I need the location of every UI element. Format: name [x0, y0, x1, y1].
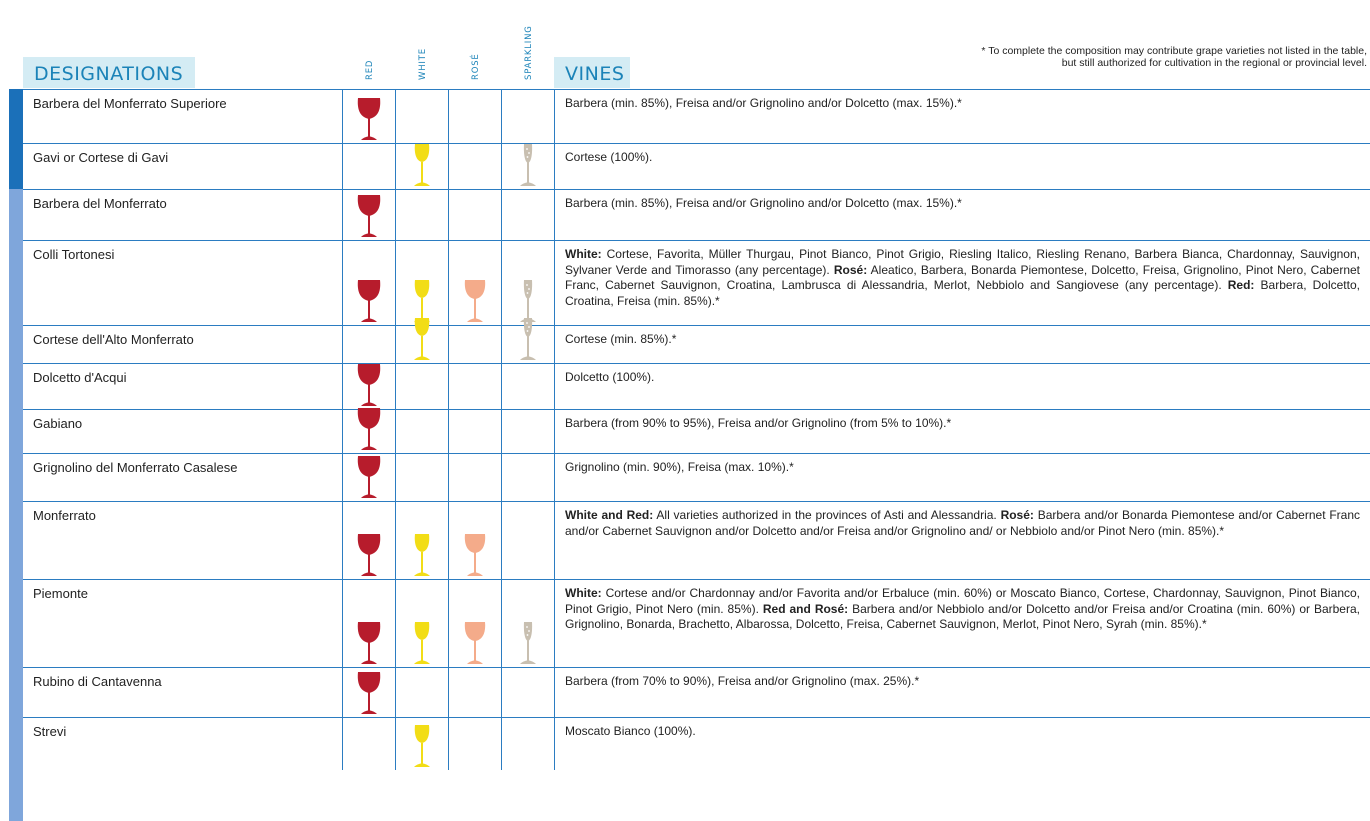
vines-description [554, 89, 1370, 143]
col-header-red: RED [365, 59, 375, 80]
vines-text: Barbera, Dolcetto, Croatina, Freisa (min. 85%).* [565, 278, 1360, 308]
white-cell [395, 501, 448, 579]
white-wine-glass-icon [409, 317, 435, 361]
table-row [23, 189, 1370, 240]
footnote-line-2: but still authorized for cultivation in the regional or provincial level. [1061, 57, 1367, 69]
vines-label: White and Red: [565, 508, 654, 522]
red-wine-glass-icon [356, 407, 382, 451]
designation-name: Grignolino del Monferrato Casalese [23, 453, 342, 501]
table-row [23, 579, 1370, 667]
red-cell [342, 579, 395, 667]
vines-description [554, 363, 1370, 409]
table-row [23, 667, 1370, 717]
sparkling-cell [501, 89, 554, 143]
sparkling-cell [501, 501, 554, 579]
designation-name: Cortese dell'Alto Monferrato [23, 325, 342, 363]
designation-name: Gavi or Cortese di Gavi [23, 143, 342, 189]
sparkling-cell [501, 717, 554, 770]
vines-description [554, 325, 1370, 363]
sparkling-cell [501, 579, 554, 667]
red-cell [342, 143, 395, 189]
vines-text: Barbera (min. 85%), Freisa and/or Grignolino and/or Dolcetto (max. 15%).* [565, 96, 962, 110]
designation-name: Colli Tortonesi [23, 240, 342, 325]
vines-text: Barbera and/or Bonarda Piemontese and/or Cabernet Franc and/or Cabernet Sauvignon and/or Dolcetto and/or Freisa and/or Grignolino and/ or Nebbiolo and/or Pinot Nero (min. 85%).* [565, 508, 1361, 538]
red-cell [342, 89, 395, 143]
designation-name: Piemonte [23, 579, 342, 667]
sparkling-wine-glass-icon [515, 143, 541, 187]
red-cell [342, 667, 395, 717]
vines-text: Barbera (from 70% to 90%), Freisa and/or Grignolino (max. 25%).* [565, 674, 920, 688]
vines-description [554, 717, 1370, 770]
table-row [23, 325, 1370, 363]
left-bar-dark [9, 89, 23, 189]
col-header-sparkling: SPARKLING [524, 25, 534, 80]
table-row [23, 453, 1370, 501]
sparkling-cell [501, 363, 554, 409]
rose-cell [448, 501, 501, 579]
designation-name: Monferrato [23, 501, 342, 579]
vines-label: Rosé: [1000, 508, 1034, 522]
rose-cell [448, 240, 501, 325]
vines-text: Barbera (from 90% to 95%), Freisa and/or Grignolino (from 5% to 10%).* [565, 416, 952, 430]
vines-label: Red: [1227, 278, 1255, 293]
white-cell [395, 409, 448, 453]
vines-description [554, 143, 1370, 189]
red-wine-glass-icon [356, 363, 382, 407]
table-row [23, 89, 1370, 143]
sparkling-cell [501, 325, 554, 363]
table-row [23, 409, 1370, 453]
vines-description [554, 189, 1370, 240]
white-wine-glass-icon [409, 724, 435, 768]
vines-description [554, 409, 1370, 453]
vines-label: White: [565, 586, 602, 600]
white-cell [395, 325, 448, 363]
white-wine-glass-icon [409, 621, 435, 665]
white-cell [395, 667, 448, 717]
red-wine-glass-icon [356, 621, 382, 665]
vines-description [554, 501, 1370, 579]
white-cell [395, 717, 448, 770]
vines-text: Barbera (min. 85%), Freisa and/or Grignolino and/or Dolcetto (max. 15%).* [565, 196, 962, 210]
vines-description [554, 240, 1370, 325]
vines-text: Dolcetto (100%). [565, 370, 655, 384]
rose-wine-glass-icon [462, 621, 488, 665]
sparkling-cell [501, 453, 554, 501]
red-cell [342, 501, 395, 579]
designation-name: Barbera del Monferrato Superiore [23, 89, 342, 143]
designation-name: Strevi [23, 717, 342, 770]
sparkling-cell [501, 409, 554, 453]
red-wine-glass-icon [356, 455, 382, 499]
table-row [23, 501, 1370, 579]
table-row [23, 240, 1370, 325]
red-wine-glass-icon [356, 671, 382, 715]
sparkling-cell [501, 189, 554, 240]
rose-cell [448, 717, 501, 770]
red-wine-glass-icon [356, 97, 382, 141]
rose-cell [448, 453, 501, 501]
red-cell [342, 363, 395, 409]
white-cell [395, 189, 448, 240]
rose-cell [448, 667, 501, 717]
rose-cell [448, 189, 501, 240]
red-wine-glass-icon [356, 279, 382, 323]
rose-cell [448, 579, 501, 667]
vines-label: White: [565, 247, 602, 261]
white-cell [395, 240, 448, 325]
white-cell [395, 453, 448, 501]
red-cell [342, 189, 395, 240]
sparkling-cell [501, 143, 554, 189]
designation-name: Barbera del Monferrato [23, 189, 342, 240]
rose-cell [448, 325, 501, 363]
vines-text: Cortese (min. 85%).* [565, 332, 677, 346]
vines-text: Grignolino (min. 90%), Freisa (max. 10%).* [565, 460, 794, 474]
vines-text: All varieties authorized in the provinces of Asti and Alessandria. [653, 508, 1001, 522]
white-cell [395, 579, 448, 667]
red-wine-glass-icon [356, 533, 382, 577]
rose-wine-glass-icon [462, 279, 488, 323]
footnote-line-1: * To complete the composition may contribute grape varieties not listed in the table, [981, 45, 1367, 57]
red-cell [342, 717, 395, 770]
red-cell [342, 240, 395, 325]
vines-description [554, 579, 1370, 667]
vines-text: Cortese (100%). [565, 150, 653, 164]
sparkling-cell [501, 667, 554, 717]
designations-header: DESIGNATIONS [23, 57, 195, 88]
vines-text: Cortese and/or Chardonnay and/or Favorita and/or Erbaluce (min. 60%) or Moscato Bianco, Cortese, Chardonnay, Sauvignon, Pinot Bianco, Pinot Grigio, Pinot Nero (min. 85%). [565, 586, 1360, 616]
vines-label: Rosé: [833, 262, 868, 277]
table-row [23, 143, 1370, 189]
col-header-rose: ROSÉ [471, 53, 481, 80]
rose-cell [448, 363, 501, 409]
vines-text: Cortese, Favorita, Müller Thurgau, Pinot Bianco, Pinot Grigio, Riesling Italico, Riesling Renano, Barbera Bianca, Chardonnay, Sauvignon, Sylvaner Verde and Timorasso (any percentage). [565, 247, 1360, 277]
red-wine-glass-icon [356, 194, 382, 238]
rose-cell [448, 409, 501, 453]
vines-label: Red and Rosé: [762, 601, 849, 616]
rose-cell [448, 89, 501, 143]
designation-name: Rubino di Cantavenna [23, 667, 342, 717]
vines-header: VINES [554, 57, 630, 88]
table-row [23, 363, 1370, 409]
white-cell [395, 89, 448, 143]
left-bar-light [9, 189, 23, 821]
rose-cell [448, 143, 501, 189]
designation-name: Gabiano [23, 409, 342, 453]
white-wine-glass-icon [409, 533, 435, 577]
footnote [667, 45, 1367, 69]
vines-text: Barbera and/or Nebbiolo and/or Dolcetto and/or Freisa and/or Croatina (min. 60%) or Barbera, Grignolino, Bonarda, Brachetto, Albarossa, Dolcetto, Freisa, Cabernet Sauvignon, Merlot, Pinot Nero, Syrah (min. 85%).* [565, 601, 1360, 632]
table-row [23, 717, 1370, 770]
white-cell [395, 143, 448, 189]
designation-name: Dolcetto d'Acqui [23, 363, 342, 409]
red-cell [342, 453, 395, 501]
sparkling-cell [501, 240, 554, 325]
sparkling-wine-glass-icon [515, 621, 541, 665]
vines-text: Aleatico, Barbera, Bonarda Piemontese, Dolcetto, Freisa, Grignolino, Pinot Nero, Cabernet Franc, Cabernet Sauvignon, Croatina, Lambrusca di Alessandria, Merlot, Nebbiolo and Sangiovese (any percentage). [565, 262, 1361, 293]
vines-description [554, 667, 1370, 717]
col-header-white: WHITE [418, 48, 428, 80]
vines-description [554, 453, 1370, 501]
white-cell [395, 363, 448, 409]
white-wine-glass-icon [409, 143, 435, 187]
rose-wine-glass-icon [462, 533, 488, 577]
red-cell [342, 409, 395, 453]
red-cell [342, 325, 395, 363]
vines-text: Moscato Bianco (100%). [565, 724, 696, 738]
sparkling-wine-glass-icon [515, 317, 541, 361]
